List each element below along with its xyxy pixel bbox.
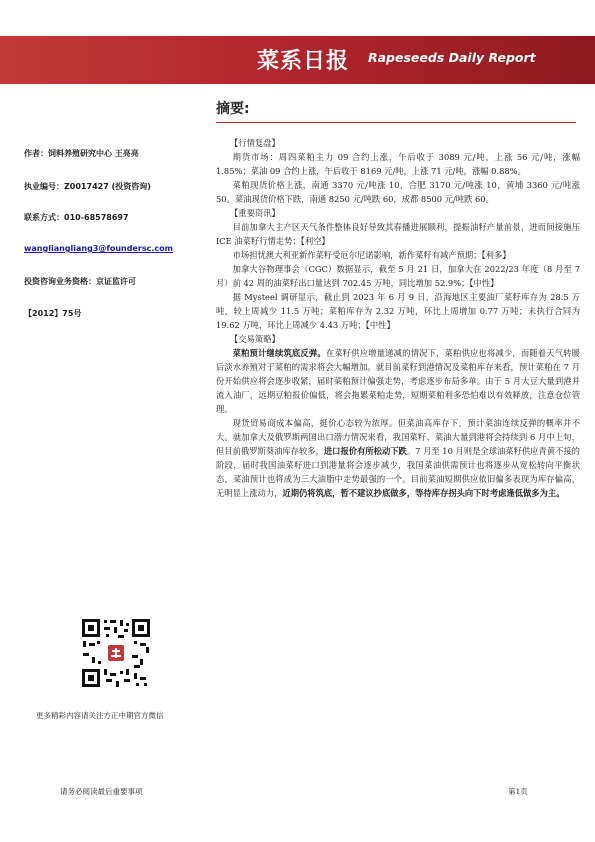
strategy-oil-emphasis: 进口报价有所松动下跌 [323, 446, 407, 456]
strategy-meal-text: 在菜籽供应增量递减的情况下，菜粕供应也将减少，而随着天气转暖后淡水养殖对于菜粕的需求将会大幅增加。就目前菜籽到港情况及菜粕库存来看，预计菜粕在 7 月份开始供应将会逐步收紧，届时菜粕预计偏强走势，考虑逐步布局多单。由于 5 月大豆大量到港并流入油厂，远期豆粕报价偏低，将会拖累菜粕走势，短期菜粕利多恐怕难以有效释放，注意仓位管理。 [216, 348, 580, 414]
report-banner [0, 36, 595, 84]
qualification-line: 投资咨询业务资格：京证监许可 [24, 277, 136, 286]
author-line: 作者：饲料养殖研究中心 王亮亮 [24, 149, 139, 158]
summary-divider [216, 122, 576, 123]
section-trading-strategy: 【交易策略】 [230, 334, 280, 344]
news-item-mysteel-stocks: 据 Mysteel 调研显示，截止到 2023 年 6 月 9 日，沿海地区主要油厂菜籽库存为 28.5 万吨，较上周减少 11.5 万吨；菜粕库存为 2.32 万吨，环比上周增加 0.77 万吨；未执行合同为 19.62 万吨，环比上周减少 4.43 万吨；【中性】 [216, 292, 580, 330]
news-item-canada-weather: 目前加拿大主产区天气条件整体良好导致其春播进展顺利，提振油籽产量前景，进而间接施压 ICE 油菜籽行情走势；【利空】 [216, 222, 580, 246]
summary-heading: 摘要: [216, 101, 250, 117]
footer-disclaimer: 请务必阅读最后重要事项 [60, 787, 143, 796]
contact-email-row [24, 244, 194, 253]
license-line: 执业编号：Z0017427 (投资咨询) [24, 182, 151, 191]
qr-caption: 更多精彩内容请关注方正中期官方微信 [36, 711, 164, 720]
news-item-cgc-exports: 加拿大谷物理事会（CGC）数据显示，截至 5 月 21 日，加拿大在 2022/23 年度（8 月至 7 月）前 42 周的油菜籽出口量达到 702.45 万吨，同比增加 52.9%；【中性】 [216, 264, 580, 288]
strategy-meal-lead: 菜粕预计继续筑底反弹。 [232, 348, 326, 358]
wechat-qr-code [80, 617, 152, 689]
contact-phone: 联系方式：010-68578697 [24, 213, 129, 222]
contact-email-link[interactable]: wangliangliang3@foundersc.com [24, 244, 173, 253]
futures-market-paragraph: 期货市场：周四菜粕主力 09 合约上涨，午后收于 3089 元/吨，上涨 56 元/吨，涨幅 1.85%；菜油 09 合约上涨，午后收于 8169 元/吨，上涨 71 元/吨，涨幅 0.88%。 [216, 152, 580, 176]
strategy-oil-paragraph [216, 416, 580, 500]
strategy-meal-paragraph [216, 346, 580, 416]
news-item-australia: 市场担忧澳大利亚新作菜籽受厄尔尼诺影响，新作菜籽有减产预期；【利多】 [232, 250, 511, 260]
spot-market-paragraph: 菜粕现货价格上涨，南通 3370 元/吨涨 10，合肥 3170 元/吨涨 10，黄埔 3360 元/吨涨 50。菜油现货价格下跌，南通 8250 元/吨跌 60，成都 8500 元/吨跌 60。 [216, 180, 580, 204]
section-market-review: 【行情复盘】 [230, 138, 280, 148]
strategy-oil-text-a: 现货贸易商成本偏高，挺价心态较为浓厚。但菜油高库存下，预计菜油连续反弹的概率并不大。就加拿大及俄罗斯两国出口潜力情况来看，我国菜籽、菜油大量到港将会持续到 6 月中上旬，但目前俄罗斯葵油库存较多， [216, 418, 580, 456]
license-doc-number: 【2012】75号 [24, 309, 82, 318]
strategy-oil-conclusion: 近期仍将筑底，暂不建议抄底做多，等待库存拐头向下时考虑逢低做多为主。 [282, 488, 565, 498]
section-important-news: 【重要资讯】 [230, 208, 280, 218]
report-title-cn: 菜系日报 [257, 49, 350, 74]
strategy-oil-text-b: 。7 月至 10 月则是全球油菜籽供应青黄不接的阶段，届时我国油菜籽进口到港量将会逐步减少，我国菜油供需预计也将逐步从宽松转向平衡状态，菜油预计也将成为三大油脂中走势最强的一个。目前菜油短期供应依旧偏多表现为库存偏高，无明显上涨动力， [216, 446, 580, 498]
summary-content [216, 136, 580, 500]
qr-code-image [80, 617, 152, 689]
page-number: 第1页 [508, 787, 528, 796]
report-title-en: Rapeseeds Daily Report [368, 50, 536, 65]
